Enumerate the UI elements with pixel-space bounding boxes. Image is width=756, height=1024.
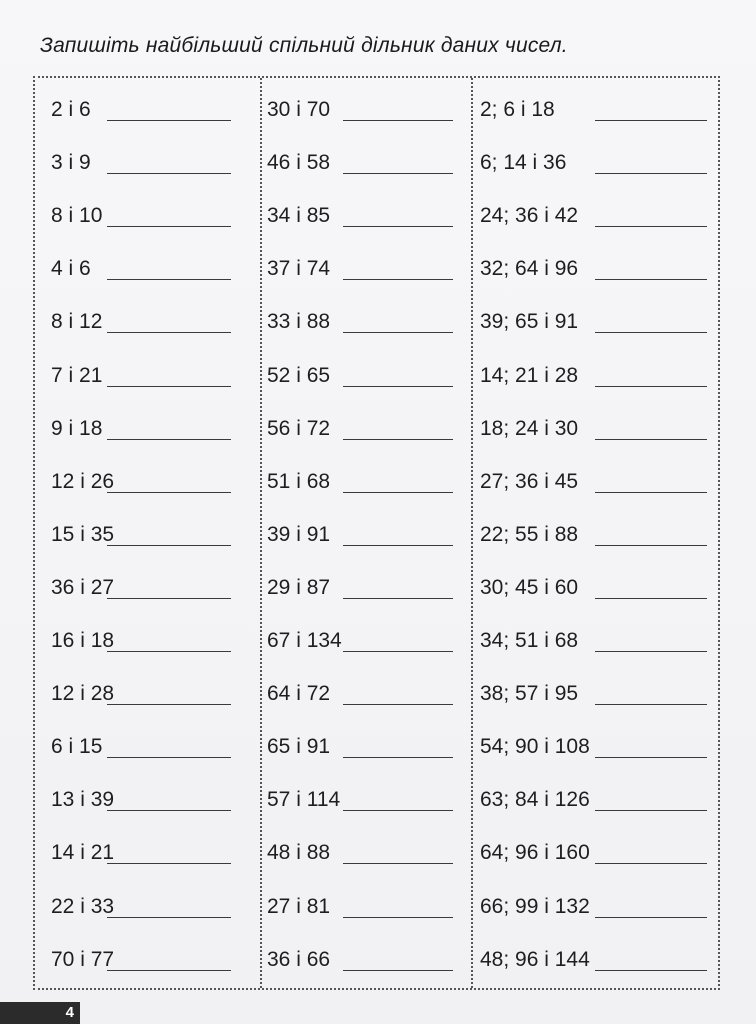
number-pair: 46 і 58 [267, 151, 331, 175]
answer-line[interactable] [595, 492, 707, 493]
number-pair: 6; 14 і 36 [480, 151, 567, 175]
number-pair: 48 і 88 [267, 841, 331, 865]
number-pair: 12 і 28 [51, 682, 115, 706]
number-pair: 4 і 6 [51, 257, 91, 281]
number-pair: 34; 51 і 68 [480, 629, 579, 652]
instruction-text: Запишіть найбільший спільний дільник даних чисел. [40, 34, 568, 57]
answer-line[interactable] [595, 651, 707, 652]
answer-line[interactable] [595, 226, 707, 227]
answer-line[interactable] [595, 970, 707, 971]
number-pair: 30; 45 і 60 [480, 575, 579, 599]
answer-line[interactable] [595, 332, 707, 333]
number-pair: 33 і 88 [267, 310, 331, 334]
number-pair: 36 і 27 [51, 575, 115, 599]
number-pair: 51 і 68 [267, 469, 331, 493]
number-pair: 8 і 10 [51, 204, 103, 228]
number-pair: 6 і 15 [51, 735, 103, 759]
exercise-row [35, 403, 718, 456]
number-pair: 37 і 74 [267, 257, 331, 281]
column-3 [35, 78, 718, 988]
number-pair: 13 і 39 [51, 788, 115, 812]
number-pair: 57 і 114 [267, 788, 341, 812]
number-pair: 32; 64 і 96 [480, 257, 579, 281]
answer-line[interactable] [595, 757, 707, 758]
exercise-row [35, 881, 718, 934]
number-pair: 64; 96 і 160 [480, 841, 590, 865]
exercise-row [35, 137, 718, 190]
exercise-row [35, 84, 718, 137]
number-pair: 39; 65 і 91 [480, 310, 579, 334]
number-pair: 29 і 87 [267, 575, 331, 599]
number-pair: 14; 21 і 28 [480, 363, 579, 387]
number-pair: 24; 36 і 42 [480, 204, 579, 228]
answer-line[interactable] [595, 173, 707, 174]
number-pair: 2; 6 і 18 [480, 98, 555, 121]
number-pair: 66; 99 і 132 [480, 894, 590, 918]
number-pair: 52 і 65 [267, 363, 331, 387]
exercise-row [35, 668, 718, 721]
exercise-row [35, 509, 718, 562]
number-pair: 48; 96 і 144 [480, 947, 590, 971]
exercise-row [35, 774, 718, 827]
exercise-row [35, 350, 718, 403]
answer-line[interactable] [595, 704, 707, 705]
number-pair: 65 і 91 [267, 735, 331, 759]
answer-line[interactable] [595, 439, 707, 440]
number-pair: 3 і 9 [51, 151, 91, 175]
number-pair: 27 і 81 [267, 894, 331, 918]
number-pair: 70 і 77 [51, 947, 115, 971]
number-pair: 34 і 85 [267, 204, 331, 228]
number-pair: 38; 57 і 95 [480, 682, 579, 706]
exercise-row [35, 456, 718, 509]
number-pair: 56 і 72 [267, 416, 331, 440]
number-pair: 12 і 26 [51, 469, 115, 493]
number-pair: 22 і 33 [51, 894, 115, 918]
answer-line[interactable] [595, 863, 707, 864]
answer-line[interactable] [595, 386, 707, 387]
number-pair: 2 і 6 [51, 98, 91, 121]
number-pair: 27; 36 і 45 [480, 469, 579, 493]
exercise-row [35, 296, 718, 349]
number-pair: 30 і 70 [267, 98, 331, 121]
answer-line[interactable] [595, 545, 707, 546]
page-number: 4 [0, 1002, 80, 1024]
number-pair: 63; 84 і 126 [480, 788, 590, 812]
number-pair: 64 і 72 [267, 682, 331, 706]
number-pair: 9 і 18 [51, 416, 103, 440]
number-pair: 54; 90 і 108 [480, 735, 590, 759]
answer-line[interactable] [595, 279, 707, 280]
number-pair: 36 і 66 [267, 947, 331, 971]
number-pair: 16 і 18 [51, 629, 115, 652]
number-pair: 7 і 21 [51, 363, 103, 387]
number-pair: 15 і 35 [51, 522, 115, 546]
answer-line[interactable] [595, 917, 707, 918]
number-pair: 8 і 12 [51, 310, 103, 334]
exercise-table [33, 76, 720, 990]
number-pair: 22; 55 і 88 [480, 522, 579, 546]
exercise-row [35, 190, 718, 243]
exercise-row [35, 721, 718, 774]
answer-line[interactable] [595, 598, 707, 599]
number-pair: 67 і 134 [267, 629, 342, 652]
exercise-row [35, 827, 718, 880]
answer-line[interactable] [595, 810, 707, 811]
number-pair: 18; 24 і 30 [480, 416, 579, 440]
exercise-row [35, 562, 718, 615]
answer-line[interactable] [595, 120, 707, 121]
exercise-row [35, 615, 718, 668]
exercise-row [35, 243, 718, 296]
number-pair: 14 і 21 [51, 841, 115, 865]
number-pair: 39 і 91 [267, 522, 331, 546]
exercise-row [35, 934, 718, 987]
